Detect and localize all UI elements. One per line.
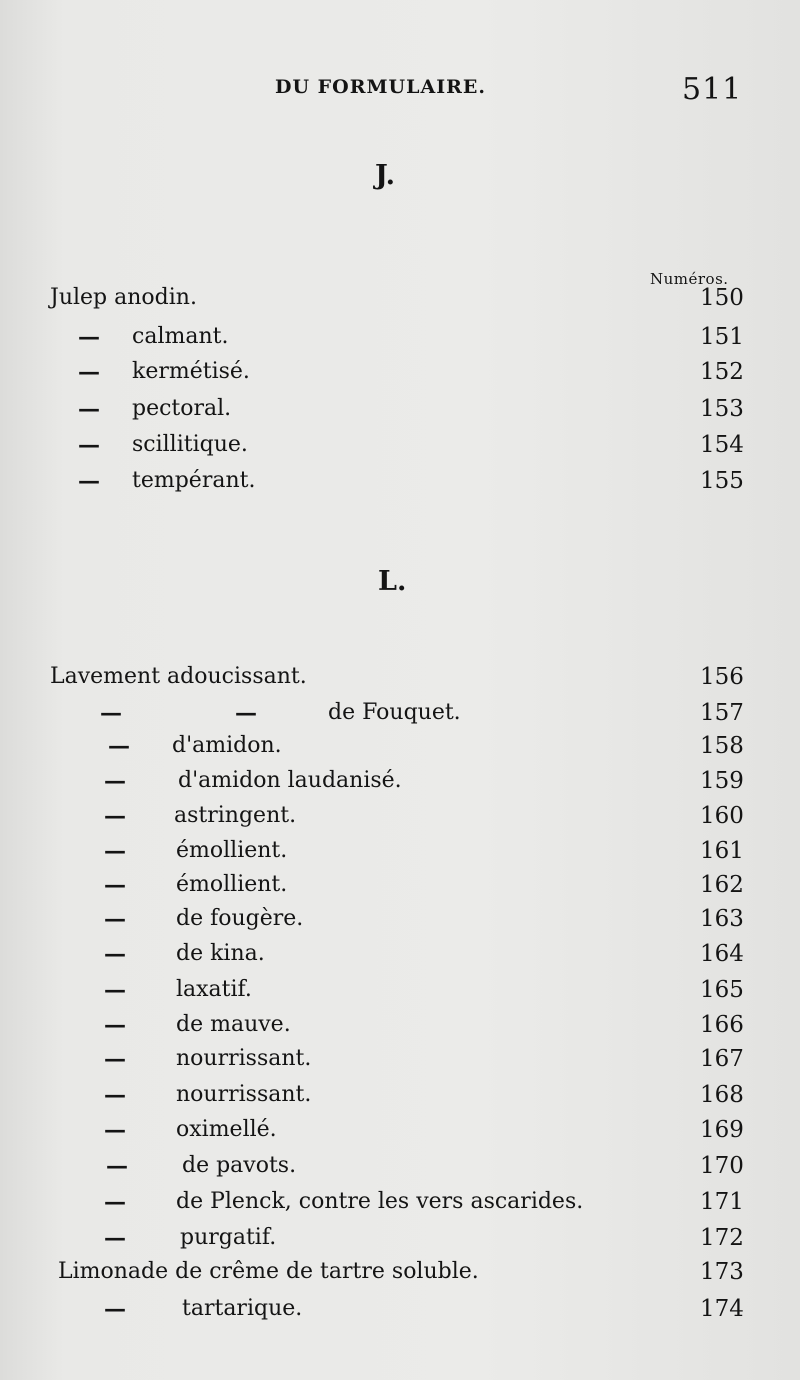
entry-dash: —	[104, 872, 126, 898]
entry-number: 167	[700, 1046, 744, 1072]
page-number: 511	[682, 72, 743, 107]
index-entry	[0, 324, 800, 358]
entry-dash: —	[104, 1012, 126, 1038]
entry-dash: —	[106, 1153, 128, 1179]
entry-dash: —	[104, 1296, 126, 1322]
entry-dash: —	[104, 838, 126, 864]
entry-dash: —	[235, 700, 257, 726]
entry-label: Lavement adoucissant.	[50, 664, 307, 689]
numeros-column-label: Numéros.	[650, 270, 729, 288]
entry-number: 152	[700, 359, 744, 385]
entry-number: 162	[700, 872, 744, 898]
entry-label: scillitique.	[132, 432, 248, 457]
entry-number: 160	[700, 803, 744, 829]
entry-label: de fougère.	[176, 906, 304, 931]
index-entry	[0, 432, 800, 466]
index-entry	[0, 1189, 800, 1223]
entry-dash: —	[108, 733, 130, 759]
index-entry	[0, 872, 800, 906]
index-entry	[0, 768, 800, 802]
entry-number: 150	[700, 285, 744, 311]
entry-number: 172	[700, 1225, 744, 1251]
entry-number: 170	[700, 1153, 744, 1179]
entry-number: 165	[700, 977, 744, 1003]
entry-number: 163	[700, 906, 744, 932]
entry-label: purgatif.	[180, 1225, 277, 1250]
entry-number: 159	[700, 768, 744, 794]
index-entry	[0, 1046, 800, 1080]
entry-label: laxatif.	[176, 977, 252, 1002]
entry-number: 153	[700, 396, 744, 422]
entry-label: kermétisé.	[132, 359, 250, 384]
index-entry	[0, 1012, 800, 1046]
entry-label: de kina.	[176, 941, 265, 966]
entry-number: 158	[700, 733, 744, 759]
entry-label: oximellé.	[176, 1117, 277, 1142]
entry-number: 171	[700, 1189, 744, 1215]
entry-dash: —	[78, 468, 100, 494]
index-entry	[0, 977, 800, 1011]
entry-dash: —	[104, 1117, 126, 1143]
entry-label: calmant.	[132, 324, 229, 349]
entry-number: 156	[700, 664, 744, 690]
entry-number: 151	[700, 324, 744, 350]
index-entry	[0, 468, 800, 502]
section-letter-j: J.	[375, 160, 396, 191]
index-entry	[0, 664, 800, 698]
entry-number: 161	[700, 838, 744, 864]
entry-label: tartarique.	[182, 1296, 303, 1321]
entry-label: de mauve.	[176, 1012, 291, 1037]
entry-dash: —	[104, 977, 126, 1003]
index-entry	[0, 1259, 800, 1293]
index-entry	[0, 1296, 800, 1330]
entry-label: de pavots.	[182, 1153, 297, 1178]
entry-label: Limonade de crême de tartre soluble.	[58, 1259, 479, 1284]
entry-dash: —	[104, 1225, 126, 1251]
entry-label: de Fouquet.	[328, 700, 461, 725]
entry-dash: —	[104, 1189, 126, 1215]
entry-number: 174	[700, 1296, 744, 1322]
index-entry	[0, 285, 800, 319]
page-header	[0, 74, 800, 114]
entry-dash: —	[104, 768, 126, 794]
entry-dash: —	[104, 803, 126, 829]
running-title: DU FORMULAIRE.	[275, 76, 486, 98]
entry-number: 164	[700, 941, 744, 967]
entry-label: émollient.	[176, 872, 288, 897]
entry-number: 168	[700, 1082, 744, 1108]
entry-label: de Plenck, contre les vers ascarides.	[176, 1189, 584, 1214]
index-entry	[0, 396, 800, 430]
entry-label: pectoral.	[132, 396, 232, 421]
entry-number: 155	[700, 468, 744, 494]
index-entry	[0, 1225, 800, 1259]
index-entry	[0, 1082, 800, 1116]
index-entry	[0, 359, 800, 393]
entry-label: d'amidon laudanisé.	[178, 768, 402, 793]
index-entry	[0, 941, 800, 975]
entry-label: émollient.	[176, 838, 288, 863]
entry-label: Julep anodin.	[50, 285, 197, 310]
index-entry	[0, 838, 800, 872]
entry-dash: —	[104, 906, 126, 932]
index-entry	[0, 700, 800, 734]
entry-label: astringent.	[174, 803, 297, 828]
entry-label: d'amidon.	[172, 733, 282, 758]
entry-number: 173	[700, 1259, 744, 1285]
entry-dash: —	[104, 1046, 126, 1072]
index-entry	[0, 906, 800, 940]
entry-number: 154	[700, 432, 744, 458]
entry-dash: —	[104, 941, 126, 967]
section-letter-l: L.	[378, 566, 407, 597]
entry-number: 157	[700, 700, 744, 726]
index-entry	[0, 1153, 800, 1187]
entry-number: 166	[700, 1012, 744, 1038]
index-entry	[0, 733, 800, 767]
entry-dash: —	[78, 396, 100, 422]
index-entry	[0, 1117, 800, 1151]
entry-dash: —	[78, 324, 100, 350]
entry-label: nourrissant.	[176, 1046, 312, 1071]
entry-dash: —	[78, 432, 100, 458]
entry-dash: —	[100, 700, 122, 726]
entry-dash: —	[78, 359, 100, 385]
entry-label: nourrissant.	[176, 1082, 312, 1107]
entry-number: 169	[700, 1117, 744, 1143]
entry-dash: —	[104, 1082, 126, 1108]
entry-label: tempérant.	[132, 468, 256, 493]
index-entry	[0, 803, 800, 837]
